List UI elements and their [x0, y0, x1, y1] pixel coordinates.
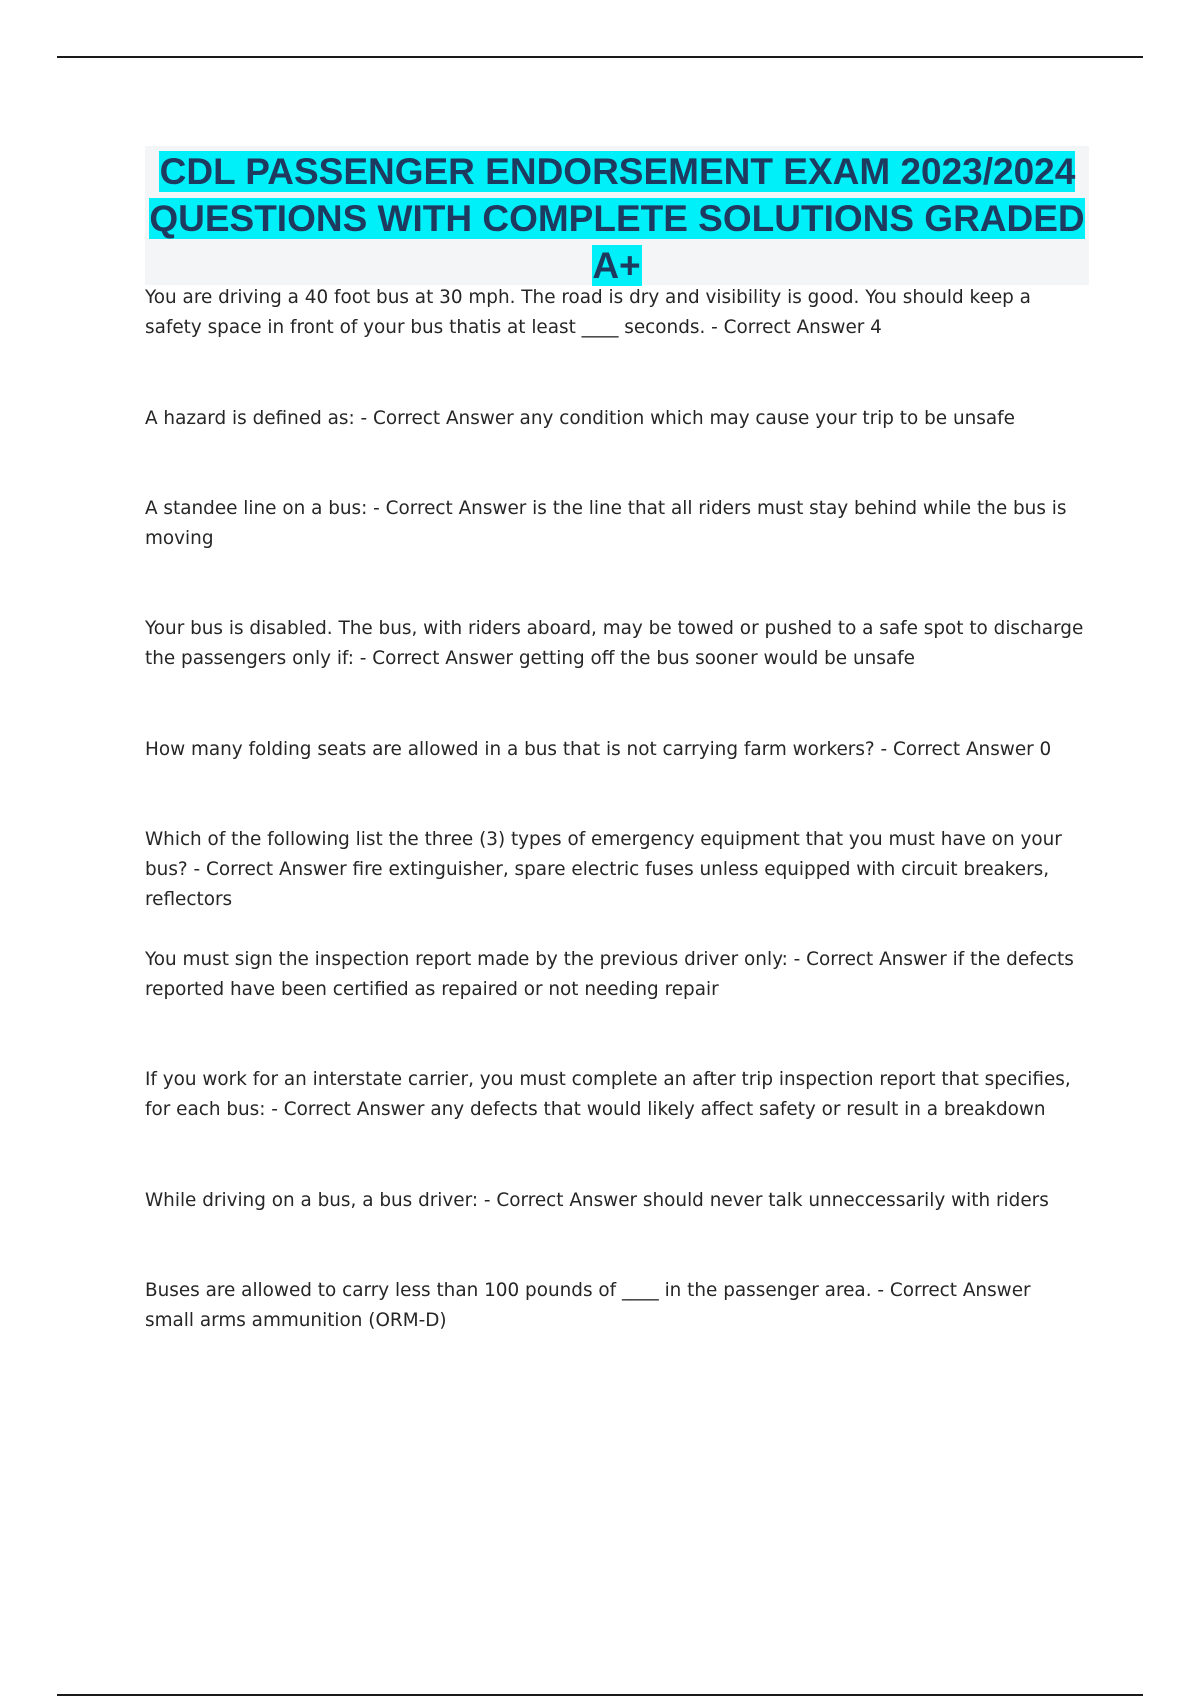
bottom-rule — [57, 1694, 1143, 1696]
qa-item: Buses are allowed to carry less than 100 pounds of ____ in the passenger area. - Correct Answer small arms ammunition (ORM-D) — [145, 1280, 1031, 1331]
qa-item: While driving on a bus, a bus driver: - Correct Answer should never talk unneccessarily with riders — [145, 1190, 1049, 1211]
qa-item: You must sign the inspection report made by the previous driver only: - Correct Answer if the defects reported have been certified as repaired or not needing repair — [145, 949, 1074, 1000]
title-highlight: CDL PASSENGER ENDORSEMENT EXAM 2023/2024 QUESTIONS WITH COMPLETE SOLUTIONS GRADED A+ — [149, 151, 1085, 286]
qa-item: A standee line on a bus: - Correct Answer is the line that all riders must stay behind while the bus is moving — [145, 498, 1067, 549]
qa-item: How many folding seats are allowed in a bus that is not carrying farm workers? - Correct Answer 0 — [145, 739, 1052, 760]
qa-item: You are driving a 40 foot bus at 30 mph. The road is dry and visibility is good. You should keep a safety space in front of your bus thatis at least ____ seconds. - Correct Answer 4 — [145, 287, 1031, 338]
document-title — [145, 146, 1089, 289]
qa-item: If you work for an interstate carrier, you must complete an after trip inspection report that specifies, for each bus: - Correct Answer any defects that would likely affect safety or result in a breakdown — [145, 1069, 1071, 1120]
title-block — [145, 146, 1089, 285]
top-rule — [57, 56, 1143, 58]
qa-item: Your bus is disabled. The bus, with riders aboard, may be towed or pushed to a safe spot to discharge the passengers only if: - Correct Answer getting off the bus sooner would be unsafe — [145, 618, 1084, 669]
qa-item: A hazard is defined as: - Correct Answer any condition which may cause your trip to be unsafe — [145, 408, 1015, 429]
qa-item: Which of the following list the three (3) types of emergency equipment that you must have on your bus? - Correct Answer fire extinguisher, spare electric fuses unless equipped with circuit breakers, reflectors — [145, 829, 1062, 910]
